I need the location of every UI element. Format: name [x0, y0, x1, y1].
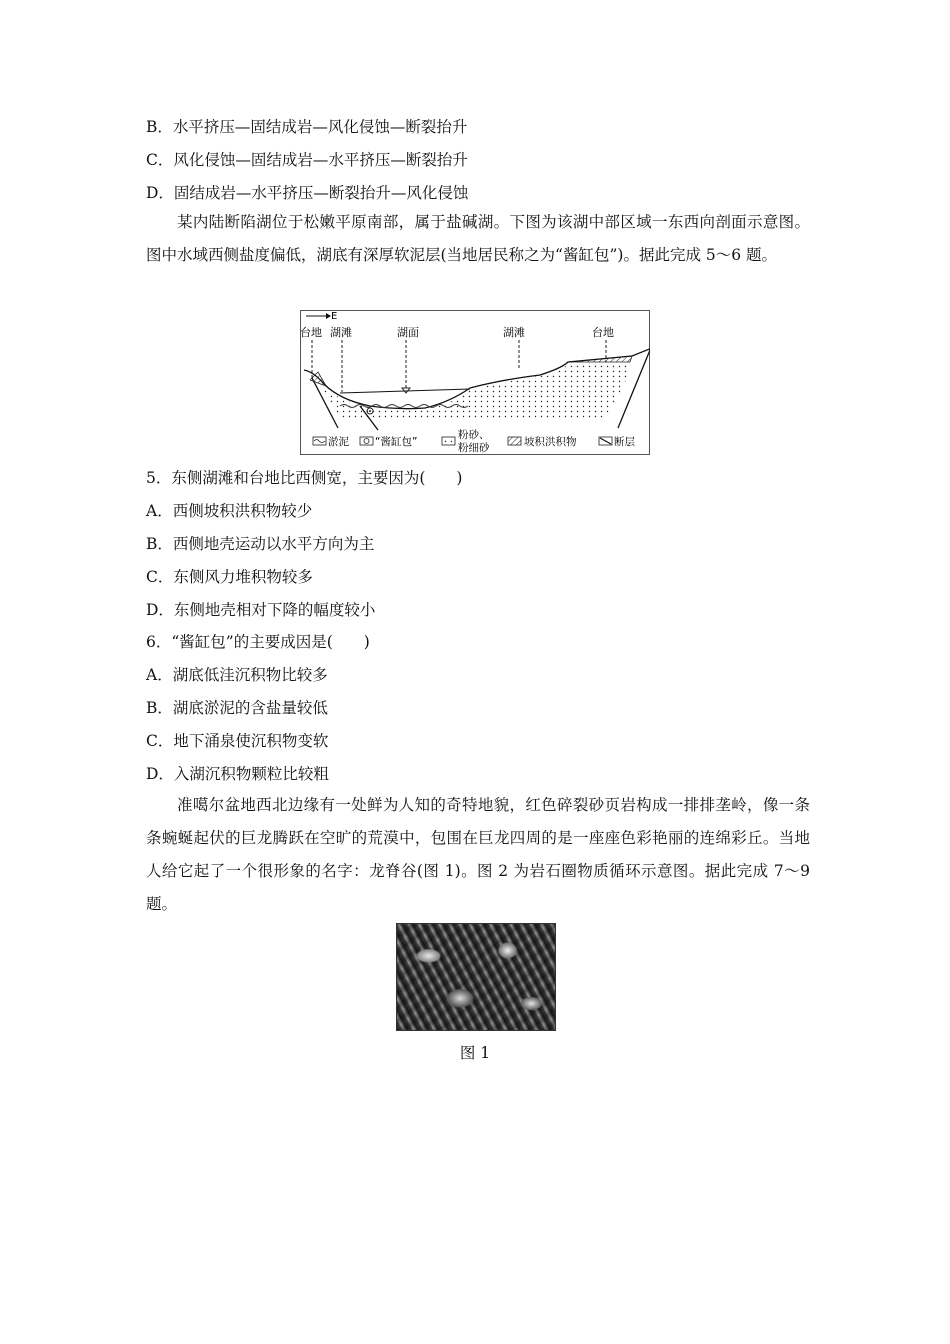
option-d-prev: D．固结成岩—水平挤压—断裂抬升—风化侵蚀 [146, 184, 469, 202]
intro-paragraph-lake: 某内陆断陷湖位于松嫩平原南部，属于盐碱湖。下图为该湖中部区域一东西向剖面示意图。图中水域西侧盐度偏低，湖底有深厚软泥层(当地居民称之为“酱缸包”)。据此完成 5～6 题。 [146, 213, 810, 264]
option-c-prev: C．风化侵蚀—固结成岩—水平挤压—断裂抬升 [146, 151, 468, 169]
figure-1-caption: 图 1 [459, 1044, 491, 1062]
label-lake-surface: 湖面 [397, 326, 419, 339]
legend-fault: 断层 [614, 436, 635, 448]
question-5-option-d: D．东侧地壳相对下降的幅度较小 [146, 601, 376, 619]
slope-deposit-legend-icon [508, 437, 521, 445]
question-6-option-d: D．入湖沉积物颗粒比较粗 [146, 765, 329, 783]
question-5-option-b: B．西侧地壳运动以水平方向为主 [146, 535, 375, 553]
sand-legend-icon [442, 437, 455, 445]
question-5-option-c: C．东侧风力堆积物较多 [146, 568, 313, 586]
label-tableland-east: 台地 [592, 326, 614, 339]
direction-label: E [331, 311, 338, 322]
intro-paragraph-dragon-ridge: 准噶尔盆地西北边缘有一处鲜为人知的奇特地貌，红色碎裂砂页岩构成一排排垄岭，像一条条蜿蜒起伏的巨龙腾跃在空旷的荒漠中，包围在巨龙四周的是一座座色彩艳丽的连绵彩丘。当地人给它起了一个很形象的名字：龙脊谷(图 1)。图 2 为岩石圈物质循环示意图。据此完成 7～9 题。 [146, 796, 810, 913]
legend-silt: 淤泥 [328, 436, 349, 448]
question-6-stem: 6．“酱缸包”的主要成因是( ) [146, 633, 370, 651]
legend-sand-line1: 粉砂、 [458, 429, 490, 441]
question-6-option-b: B．湖底淤泥的含盐量较低 [146, 699, 328, 717]
legend-sand-line2: 粉细砂 [458, 442, 490, 454]
label-tableland-west: 台地 [300, 326, 322, 339]
dragon-ridge-valley-photo [396, 923, 556, 1031]
label-beach-east: 湖滩 [503, 326, 525, 339]
label-beach-west: 湖滩 [330, 326, 352, 339]
question-6-option-c: C．地下涌泉使沉积物变软 [146, 732, 329, 750]
legend-slope-deposit: 坡积洪积物 [524, 436, 577, 448]
question-6-option-a: A．湖底低洼沉积物比较多 [146, 666, 328, 684]
option-b-prev: B．水平挤压—固结成岩—风化侵蚀—断裂抬升 [146, 118, 468, 136]
question-5-stem: 5．东侧湖滩和台地比西侧宽，主要因为( ) [146, 469, 463, 487]
legend-jianggang: “酱缸包” [375, 436, 418, 448]
question-5-option-a: A．西侧坡积洪积物较少 [146, 502, 313, 520]
lake-cross-section-diagram [300, 310, 650, 455]
